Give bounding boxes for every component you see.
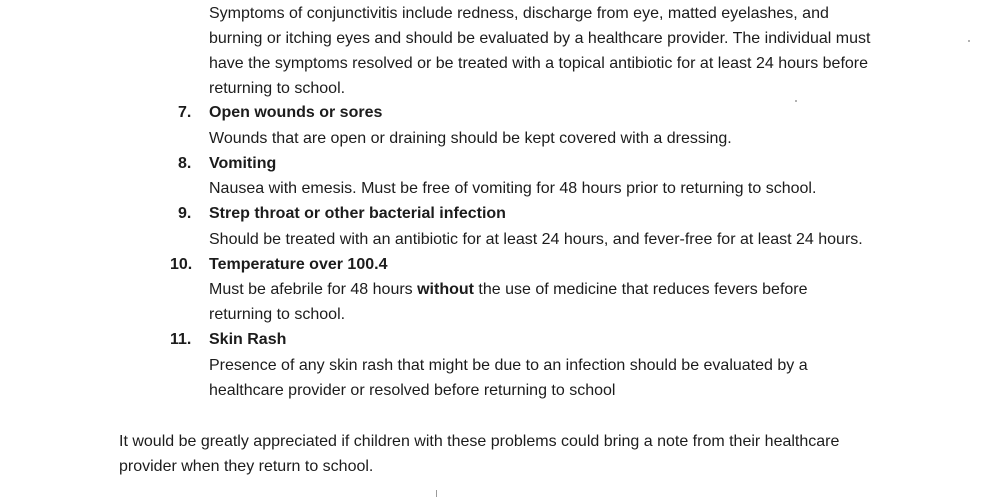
item-9-number: 9. (178, 205, 192, 222)
item-10-body-line-1 (209, 278, 808, 302)
item-10-number: 10. (170, 256, 193, 273)
item-11-heading: Skin Rash (209, 331, 287, 348)
item-10-body-line-2: returning to school. (209, 306, 346, 323)
item-6-body-line-3: have the symptoms resolved or be treated with a topical antibiotic for at least 24 hours before (209, 55, 869, 72)
item-7-number: 7. (178, 104, 192, 121)
closing-line-2: provider when they return to school. (119, 458, 374, 475)
scan-speck (436, 490, 437, 497)
item-11-body-line-2: healthcare provider or resolved before returning to school (209, 382, 616, 399)
item-11-number: 11. (170, 331, 192, 348)
item-11-body-line-1: Presence of any skin rash that might be due to an infection should be evaluated by a (209, 357, 808, 374)
item-9-heading: Strep throat or other bacterial infection (209, 205, 506, 222)
item-8-heading: Vomiting (209, 155, 277, 172)
item-10-body-prefix: Must be afebrile for 48 hours (209, 281, 418, 298)
scan-speck (968, 40, 970, 42)
item-9-body-line-1: Should be treated with an antibiotic for at least 24 hours, and fever-free for at least 24 hours. (209, 231, 863, 248)
item-7-body-line-1: Wounds that are open or draining should be kept covered with a dressing. (209, 130, 732, 147)
item-8-body-line-1: Nausea with emesis. Must be free of vomiting for 48 hours prior to returning to school. (209, 180, 817, 197)
item-7-heading: Open wounds or sores (209, 104, 383, 121)
item-6-body-line-4: returning to school. (209, 80, 346, 97)
scan-speck (795, 100, 797, 102)
item-6-body-line-2: burning or itching eyes and should be evaluated by a healthcare provider. The individual must (209, 30, 871, 47)
item-10-body-emphasis: without (417, 281, 474, 298)
item-8-number: 8. (178, 155, 192, 172)
closing-line-1: It would be greatly appreciated if children with these problems could bring a note from their healthcare (119, 433, 840, 450)
item-10-heading: Temperature over 100.4 (209, 256, 388, 273)
item-6-body-line-1: Symptoms of conjunctivitis include redness, discharge from eye, matted eyelashes, and (209, 5, 829, 22)
item-10-body-suffix: the use of medicine that reduces fevers before (473, 281, 808, 298)
